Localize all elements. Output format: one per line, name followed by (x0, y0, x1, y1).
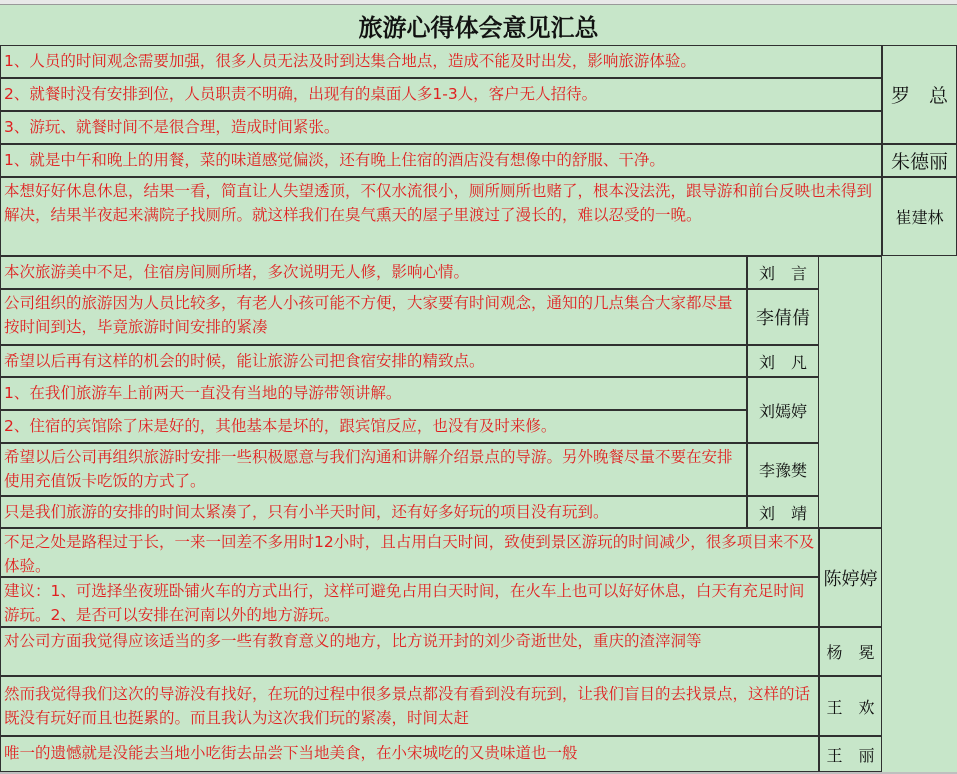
comment-cell[interactable]: 建议：1、可选择坐夜班卧铺火车的方式出行，这样可避免占用白天时间，在火车上也可以好好休息，白天有充足时间游玩。2、是否可以安排在河南以外的地方游玩。 (0, 577, 819, 627)
empty-cell[interactable] (819, 256, 882, 528)
comment-cell[interactable]: 1、在我们旅游车上前两天一直没有当地的导游带领讲解。 (0, 377, 747, 410)
comment-cell[interactable]: 不足之处是路程过于长，一来一回差不多用时12小时，且占用白天时间，致使到景区游玩的时间减少，很多项目来不及体验。 (0, 528, 819, 577)
name-cell[interactable]: 崔建林 (882, 177, 957, 256)
comment-cell[interactable]: 3、游玩、就餐时间不是很合理，造成时间紧张。 (0, 111, 882, 144)
name-cell[interactable]: 李倩倩 (747, 289, 819, 345)
name-cell[interactable]: 刘 靖 (747, 496, 819, 528)
comment-cell[interactable]: 然而我觉得我们这次的导游没有找好，在玩的过程中很多景点都没有看到没有玩到，让我们盲目的去找景点，这样的话既没有玩好而且也挺累的。而且我认为这次我们玩的紧凑，时间太赶 (0, 676, 819, 736)
name-cell[interactable]: 王 欢 (819, 676, 882, 736)
comment-cell[interactable]: 希望以后再有这样的机会的时候，能让旅游公司把食宿安排的精致点。 (0, 345, 747, 377)
comment-cell[interactable]: 2、就餐时没有安排到位，人员职责不明确，出现有的桌面人多1-3人，客户无人招待。 (0, 78, 882, 111)
comment-cell[interactable]: 1、就是中午和晚上的用餐，菜的味道感觉偏淡，还有晚上住宿的酒店没有想像中的舒服、干净。 (0, 144, 882, 177)
name-cell[interactable]: 王 丽 (819, 736, 882, 772)
name-cell[interactable]: 李豫樊 (747, 443, 819, 496)
empty-cell[interactable] (882, 528, 957, 772)
comment-cell[interactable]: 本次旅游美中不足，住宿房间厕所堵，多次说明无人修，影响心情。 (0, 256, 747, 289)
comment-cell[interactable]: 本想好好休息休息，结果一看，简直让人失望透顶，不仅水流很小，厕所厕所也赌了，根本没法洗，跟导游和前台反映也未得到解决，结果半夜起来满院子找厕所。就这样我们在臭气熏天的屋子里渡过了漫长的，难以忍受的一晚。 (0, 177, 882, 256)
name-cell[interactable]: 刘 凡 (747, 345, 819, 377)
sheet-title: 旅游心得体会意见汇总 (0, 5, 957, 45)
comment-cell[interactable]: 唯一的遗憾就是没能去当地小吃街去品尝下当地美食，在小宋城吃的又贵味道也一般 (0, 736, 819, 772)
name-cell[interactable]: 刘嫣婷 (747, 377, 819, 443)
name-cell[interactable]: 陈婷婷 (819, 528, 882, 627)
comment-cell[interactable]: 2、住宿的宾馆除了床是好的，其他基本是坏的，跟宾馆反应，也没有及时来修。 (0, 410, 747, 443)
comment-cell[interactable]: 对公司方面我觉得应该适当的多一些有教育意义的地方，比方说开封的刘少奇逝世处，重庆的渣滓洞等 (0, 627, 819, 676)
name-cell[interactable]: 罗 总 (882, 45, 957, 144)
name-cell[interactable]: 刘 言 (747, 256, 819, 289)
empty-cell[interactable] (882, 256, 957, 528)
name-cell[interactable]: 杨 冕 (819, 627, 882, 676)
comment-cell[interactable]: 1、人员的时间观念需要加强，很多人员无法及时到达集合地点，造成不能及时出发，影响旅游体验。 (0, 45, 882, 78)
comment-cell[interactable]: 公司组织的旅游因为人员比较多，有老人小孩可能不方便，大家要有时间观念，通知的几点集合大家都尽量按时间到达，毕竟旅游时间安排的紧凑 (0, 289, 747, 345)
comment-cell[interactable]: 只是我们旅游的安排的时间太紧凑了，只有小半天时间，还有好多好玩的项目没有玩到。 (0, 496, 747, 528)
comment-cell[interactable]: 希望以后公司再组织旅游时安排一些积极愿意与我们沟通和讲解介绍景点的导游。另外晚餐尽量不要在安排使用充值饭卡吃饭的方式了。 (0, 443, 747, 496)
name-cell[interactable]: 朱德丽 (882, 144, 957, 177)
